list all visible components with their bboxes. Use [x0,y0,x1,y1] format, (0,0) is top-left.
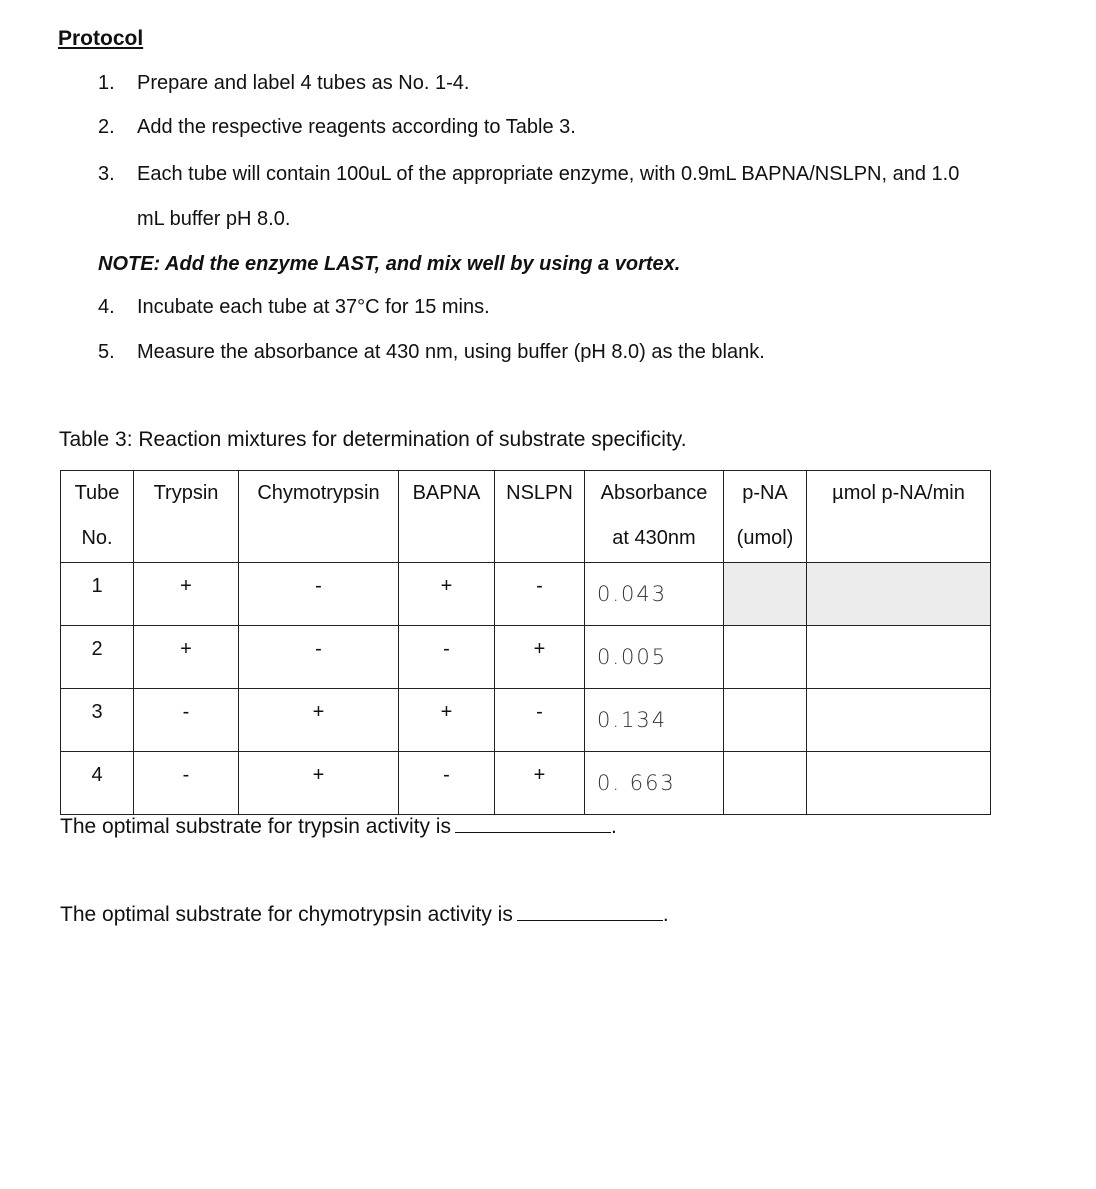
question-text: The optimal substrate for chymotrypsin activity is [60,903,513,926]
protocol-heading: Protocol [58,27,144,50]
cell-tube: 4 [61,752,134,815]
chymotrypsin-question [60,900,669,927]
cell-nslpn: - [495,689,585,752]
header-nslpn: NSLPN [495,471,585,563]
cell-trypsin: - [134,752,239,815]
question-text: The optimal substrate for trypsin activity is [60,815,451,838]
cell-rate[interactable] [807,689,991,752]
header-rate: µmol p-NA/min [807,471,991,563]
cell-absorbance[interactable]: 0.043 [585,563,724,626]
cell-trypsin: - [134,689,239,752]
table-row [61,563,991,626]
header-trypsin: Trypsin [134,471,239,563]
cell-absorbance[interactable]: 0.005 [585,626,724,689]
cell-chymotrypsin: + [239,689,399,752]
cell-nslpn: + [495,752,585,815]
reaction-table [60,470,991,815]
cell-bapna: + [399,689,495,752]
step-text: Incubate each tube at 37°C for 15 mins. [137,296,490,318]
step-number: 5. [98,341,115,363]
table-caption: Table 3: Reaction mixtures for determination of substrate specificity. [59,428,687,451]
step-text: Each tube will contain 100uL of the appropriate enzyme, with 0.9mL BAPNA/NSLPN, and 1.0 [137,163,960,185]
cell-absorbance[interactable]: 0.134 [585,689,724,752]
table-header-row [61,471,991,563]
step-text: Measure the absorbance at 430 nm, using buffer (pH 8.0) as the blank. [137,341,765,363]
cell-bapna: - [399,626,495,689]
cell-chymotrypsin: - [239,626,399,689]
cell-rate[interactable] [807,626,991,689]
cell-absorbance[interactable]: 0. 663 [585,752,724,815]
answer-blank[interactable] [517,900,663,921]
cell-pna[interactable] [724,626,807,689]
answer-blank[interactable] [455,812,611,833]
step-number: 4. [98,296,115,318]
cell-trypsin: + [134,626,239,689]
step-number: 2. [98,116,115,138]
cell-nslpn: - [495,563,585,626]
step-text: mL buffer pH 8.0. [137,208,291,230]
question-end: . [662,903,669,926]
cell-bapna: + [399,563,495,626]
step-number: 1. [98,72,115,94]
table-row [61,689,991,752]
step-text: Prepare and label 4 tubes as No. 1-4. [137,72,470,94]
cell-trypsin: + [134,563,239,626]
header-absorbance: Absorbance at 430nm [585,471,724,563]
step-text: Add the respective reagents according to Table 3. [137,116,576,138]
cell-pna[interactable] [724,689,807,752]
cell-pna[interactable] [724,752,807,815]
cell-rate[interactable] [807,563,991,626]
table-row [61,626,991,689]
cell-chymotrypsin: + [239,752,399,815]
note-text: NOTE: Add the enzyme LAST, and mix well by using a vortex. [98,253,681,275]
cell-rate[interactable] [807,752,991,815]
table-row [61,752,991,815]
header-pna: p-NA (umol) [724,471,807,563]
header-tube: Tube No. [61,471,134,563]
cell-bapna: - [399,752,495,815]
cell-tube: 1 [61,563,134,626]
header-chymotrypsin: Chymotrypsin [239,471,399,563]
trypsin-question [60,812,617,839]
cell-tube: 2 [61,626,134,689]
step-number: 3. [98,163,115,185]
cell-chymotrypsin: - [239,563,399,626]
cell-tube: 3 [61,689,134,752]
cell-pna[interactable] [724,563,807,626]
question-end: . [610,815,617,838]
header-bapna: BAPNA [399,471,495,563]
cell-nslpn: + [495,626,585,689]
